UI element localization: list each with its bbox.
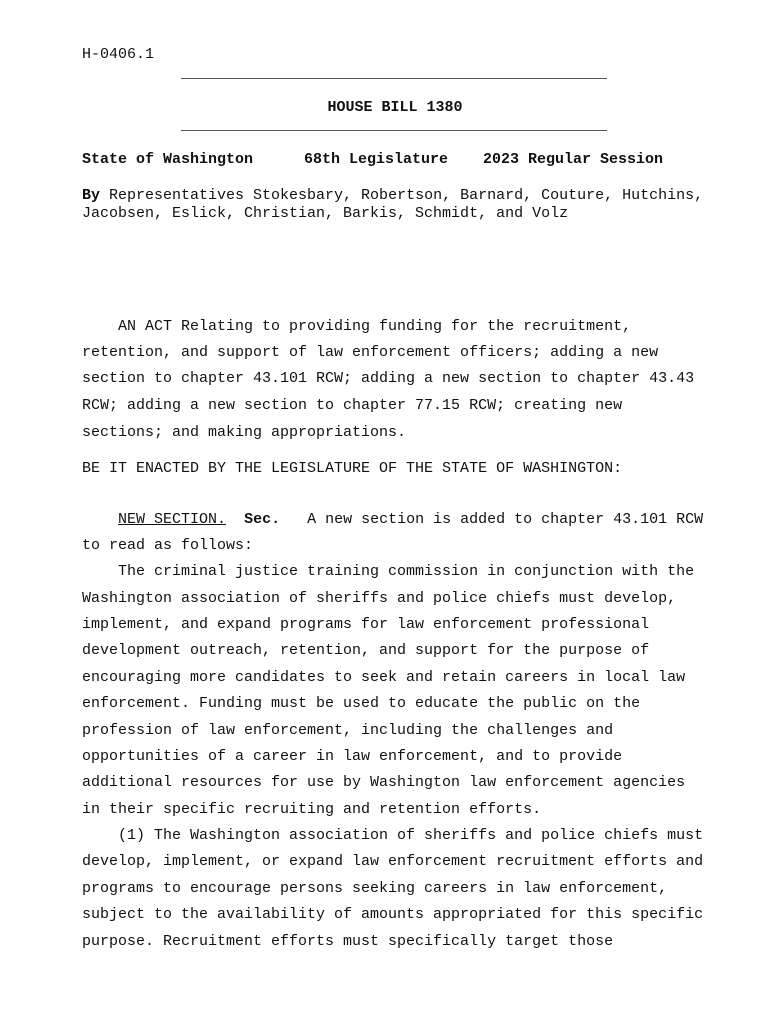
act-line: section to chapter 43.101 RCW; adding a new section to chapter 43.43 (82, 370, 695, 387)
body-line: subject to the availability of amounts appropriated for this specific (82, 906, 704, 923)
section-heading-text: A new section is added to chapter 43.101 RCW (280, 511, 704, 528)
act-line: AN ACT Relating to providing funding for the recruitment, (82, 318, 632, 335)
body-line: The criminal justice training commission in conjunction with the (82, 563, 695, 580)
session-label: 2023 Regular Session (483, 151, 664, 168)
body-line: purpose. Recruitment efforts must specifically target those (82, 933, 614, 950)
body-line: in their specific recruiting and retention efforts. (82, 801, 542, 818)
by-label: By (82, 187, 101, 204)
body-line: additional resources for use by Washington law enforcement agencies (82, 774, 686, 791)
section-heading-line-2: to read as follows: (82, 537, 254, 554)
sponsors-text-1: Representatives Stokesbary, Robertson, Barnard, Couture, Hutchins, (100, 187, 704, 204)
act-line: retention, and support of law enforcement officers; adding a new (82, 344, 659, 361)
legislature-label: 68th Legislature (304, 151, 449, 168)
body-line: programs to encourage persons seeking careers in law enforcement, (82, 880, 668, 897)
body-line: Washington association of sheriffs and police chiefs must develop, (82, 590, 677, 607)
bill-title: HOUSE BILL 1380 (327, 99, 463, 116)
body-line: opportunities of a career in law enforcement, and to provide (82, 748, 623, 765)
body-line: implement, and expand programs for law enforcement professional (82, 616, 650, 633)
body-line: enforcement. Funding must be used to educate the public on the (82, 695, 641, 712)
body-line: develop, implement, or expand law enforcement recruitment efforts and (82, 853, 704, 870)
document-id: H-0406.1 (82, 46, 155, 63)
enacting-clause: BE IT ENACTED BY THE LEGISLATURE OF THE STATE OF WASHINGTON: (82, 460, 623, 477)
body-line: (1) The Washington association of sheriffs and police chiefs must (82, 827, 704, 844)
body-line: encouraging more candidates to seek and retain careers in local law (82, 669, 686, 686)
state-label: State of Washington (82, 151, 254, 168)
title-rule-top (181, 78, 607, 79)
section-heading (82, 511, 703, 529)
act-line: RCW; adding a new section to chapter 77.15 RCW; creating new (82, 397, 623, 414)
act-line: sections; and making appropriations. (82, 424, 407, 441)
title-rule-bottom (181, 130, 607, 131)
sponsors-line-2: Jacobsen, Eslick, Christian, Barkis, Schmidt, and Volz (82, 205, 569, 222)
body-line: profession of law enforcement, including the challenges and (82, 722, 614, 739)
new-section-label: NEW SECTION. (118, 511, 227, 528)
body-line: development outreach, retention, and support for the purpose of (82, 642, 650, 659)
sponsors-line-1 (82, 187, 703, 205)
sec-label: Sec. (244, 511, 281, 528)
